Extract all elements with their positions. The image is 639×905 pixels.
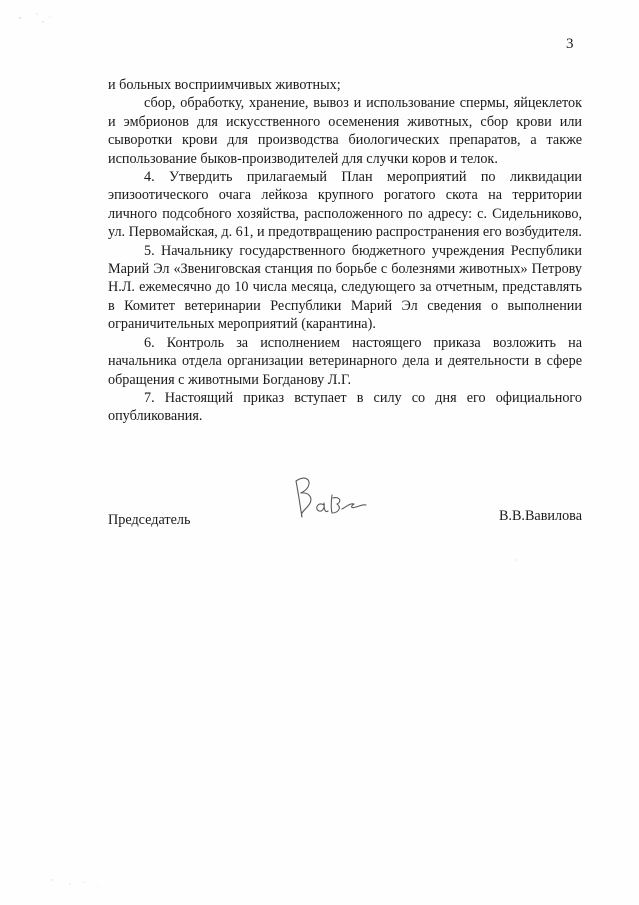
paragraph-item-7: 7. Настоящий приказ вступает в силу со дня его официального опубликования. xyxy=(108,389,582,425)
paragraph-item-4: 4. Утвердить прилагаемый План мероприятий по ликвидации эпизоотического очага лейкоза крупного рогатого скота на территории личного подсобного хозяйства, расположенного по адресу: с. Сидельниково, ул. Первомайская, д. 61, и предотвращению распространения его возбудителя. xyxy=(108,169,582,241)
paragraph-item-5: 5. Начальнику государственного бюджетного учреждения Республики Марий Эл «Звениговская станция по борьбе с болезнями животных» Петрову Н.Л. ежемесячно до 10 числа месяца, следующего за отчетным, представлять в Комитет ветеринарии Республики Марий Эл сведения о выполнении ограничительных мероприятий (карантина). xyxy=(108,242,582,333)
document-body xyxy=(108,76,582,426)
signer-name: В.В.Вавилова xyxy=(498,508,582,524)
signer-title: Председатель xyxy=(108,512,191,528)
signature-block xyxy=(108,508,582,532)
paragraph-item-6: 6. Контроль за исполнением настоящего приказа возложить на начальника отдела организации ветеринарного дела и деятельности в сфере обращения с животными Богданову Л.Г. xyxy=(108,334,582,388)
paragraph-collection-restriction: сбор, обработку, хранение, вывоз и использование спермы, яйцеклеток и эмбрионов для искусственного осеменения животных, сбор крови или сыворотки крови для производства биологических препаратов, а также использование быков-производителей для случки коров и телок. xyxy=(108,95,582,167)
paragraph-continuation: и больных восприимчивых животных; xyxy=(108,77,341,93)
page-number: 3 xyxy=(566,36,574,52)
